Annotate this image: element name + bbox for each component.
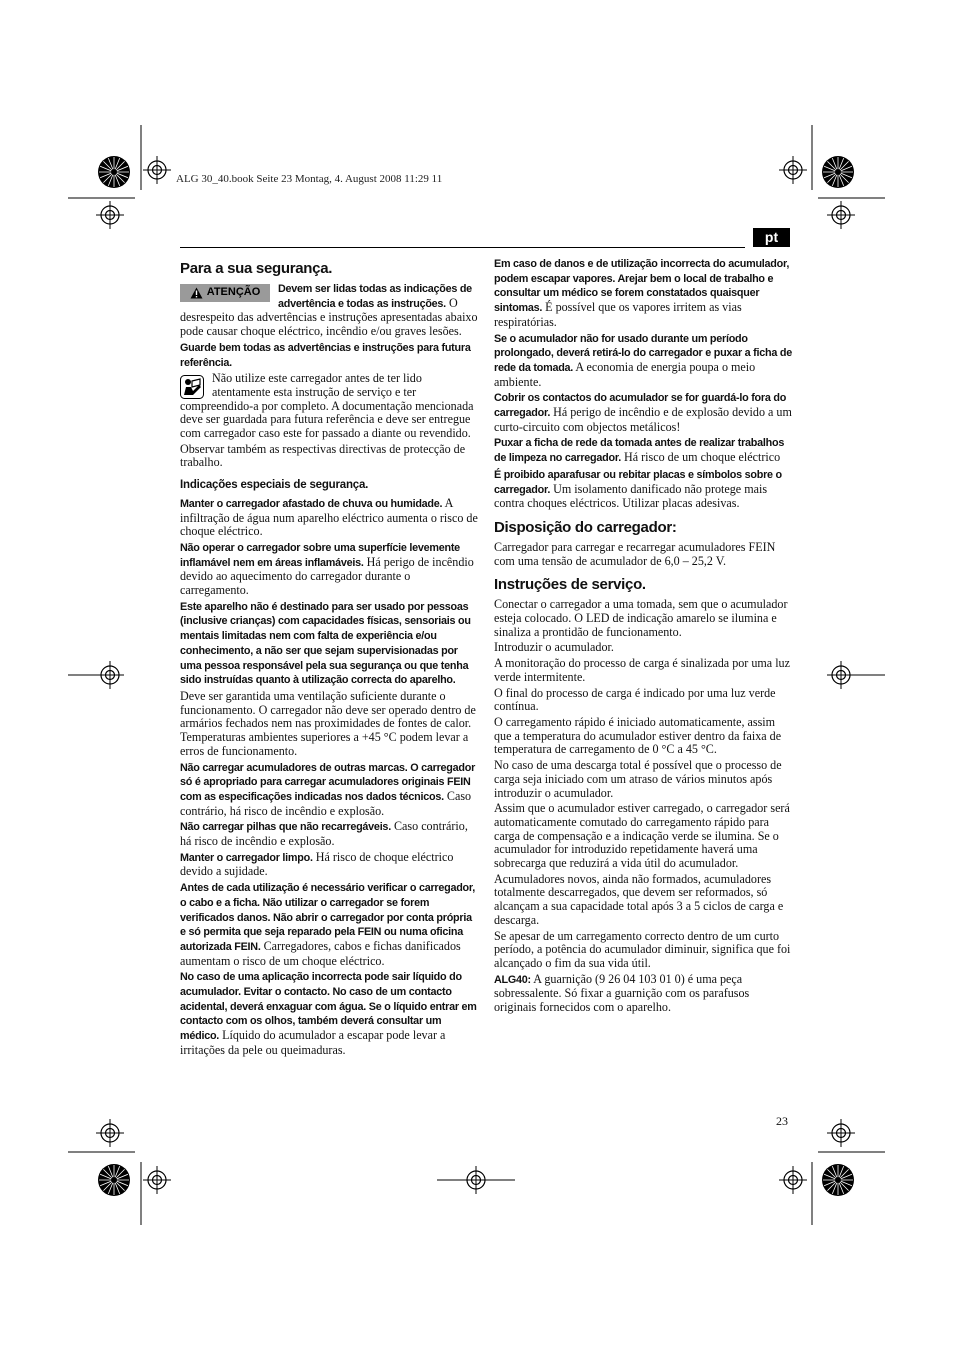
right-column <box>494 257 792 1017</box>
safety-para: É proibido aparafusar ou rebitar placas e símbolos sobre o carregador. Um isolamento danificado não protege mais contra choques eléctricos. Utilizar placas adesivas. <box>494 468 782 511</box>
instruction-para: Acumuladores novos, ainda não formados, acumuladores totalmente descarregados, que devem ser reformados, só alcançam a sua capacidade total após 3 a 5 ciclos de carga e descarga. <box>494 871 784 927</box>
disposition-text: Carregador para carregar e recarregar acumuladores FEIN com uma tensão de acumulador de 6,0 – 25,2 V. <box>494 539 776 568</box>
read-manual-icon <box>180 375 204 399</box>
safety-para: Puxar a ficha de rede da tomada antes de realizar trabalhos de limpeza no carregador. Há risco de um choque eléctrico <box>494 437 785 465</box>
warning-badge-label: ATENÇÃO <box>206 286 261 299</box>
safety-para: Este aparelho não é destinado para ser usado por pessoas (inclusive crianças) com capacidades físicas, sensoriais ou mentais limitadas nem com falta de experiência e/ou conhecimento, a não ser que sejam supervisionadas por uma pessoa responsável pela sua segurança ou que tenha sido instruídas quanto à utilização correcta do aparelho. <box>180 600 471 687</box>
safety-para: Não carregar acumuladores de outras marcas. O carregador só é apropriado para carregar acumuladores originais FEIN com as especificações indicadas nos dados técnicos. Caso contrário, há risco de incêndio e explosão. <box>180 761 476 818</box>
safety-para: Manter o carregador afastado de chuva ou humidade. A infiltração de água num aparelho eléctrico aumenta o risco de choque eléctrico. <box>180 495 478 539</box>
safety-para: Cobrir os contactos do acumulador se for guardá-lo fora do carregador. Há perigo de incêndio e de explosão devido a um curto-circuito com objectos metálicos! <box>494 392 792 434</box>
instruction-para: No caso de uma descarga total é possível que o processo de carga seja iniciado com um atraso de vários minutos após introduzir o acumulador. <box>494 758 782 800</box>
safety-para: Manter o carregador limpo. Há risco de choque eléctrico devido a sujidade. <box>180 849 454 879</box>
keep-instructions: Guarde bem todas as advertências e instruções para futura referência. <box>180 341 471 369</box>
safety-para: No caso de uma aplicação incorrecta pode sair líquido do acumulador. Evitar o contacto. No caso de um contacto acidental, deverá enxaguar com água. Se o líquido entrar em contacto com os olhos, também deverá consultar um médico. Líquido do acumulador a escapar pode levar a irritações da pele ou queimaduras. <box>180 971 477 1057</box>
instruction-para: O final do processo de carga é indicado por uma luz verde contínua. <box>494 685 776 714</box>
section-title-disposition: Disposição do carregador: <box>494 518 677 536</box>
alg40-note: ALG40: A guarnição (9 26 04 103 01 0) é uma peça sobressalente. Só fixar a guarnição com os parafusos originais fornecidos com o aparelho. <box>494 971 750 1015</box>
safety-para: Em caso de danos e de utilização incorrecta do acumulador, podem escapar vapores. Arejar bem o local de trabalho e consultar um médico se forem constatados quaisquer sintomas. É possível que os vapores irritem as vias respiratórias. <box>494 258 790 329</box>
safety-para: Não carregar pilhas que não recarregáveis. Caso contrário, há risco de incêndio e explosão. <box>180 819 468 849</box>
section-title-safety: Para a sua segurança. <box>180 260 333 277</box>
instruction-para: Se apesar de um carregamento correcto dentro de um curto período, a potência do acumulador diminuir, significa que foi alcançado o fim da sua vida útil. <box>494 928 791 970</box>
book-note-text: Não utilize este carregador antes de ter lido atentamente esta instrução de serviço e ter compreendido-a por completo. A documentação mencionada deve ser guardada para futura referência e deve ser entregue com carregador caso este for passado a diante ou revendido. <box>180 371 474 441</box>
safety-para: Não operar o carregador sobre uma superfície levemente inflamável nem em áreas inflamáveis. Há perigo de incêndio devido ao aquecimento do carregador durante o carregamento. <box>180 541 474 598</box>
warning-text: Devem ser lidas todas as indicações de advertência e todas as instruções. O desrespeito das advertências e instruções apresentadas abaixo pode causar choque eléctrico, incêndio e/ou graves lesões. <box>180 283 478 339</box>
section-title-instructions: Instruções de serviço. <box>494 576 646 594</box>
language-badge: pt <box>753 228 790 247</box>
instruction-para: Introduzir o acumulador. <box>494 640 614 655</box>
warning-triangle-icon <box>190 287 203 299</box>
left-column <box>180 257 478 1060</box>
safety-para: Se o acumulador não for usado durante um período prolongado, deverá retirá-lo do carregador e puxar a ficha de rede da tomada. A economia de energia poupa o meio ambiente. <box>494 332 792 389</box>
warning-block <box>180 282 478 339</box>
instruction-para: A monitoração do processo de carga é sinalizada por uma luz verde intermitente. <box>494 656 790 684</box>
warning-badge <box>180 284 270 302</box>
instruction-para: O carregamento rápido é iniciado automaticamente, assim que a temperatura do acumulador estiver dentro da faixa de temperatura de carregamento de 0 °C a 45 °C. <box>494 714 782 757</box>
special-safety-heading: Indicações especiais de segurança. <box>180 479 369 492</box>
instruction-para: Conectar o carregador a uma tomada, sem que o acumulador esteja colocado. O LED de indicação amarelo se ilumina e sinaliza a prontidão de funcionamento. <box>494 597 788 639</box>
book-note <box>180 372 478 441</box>
file-header-line: ALG 30_40.book Seite 23 Montag, 4. August 2008 11:29 11 <box>176 173 443 185</box>
observe-text: Observar também as respectivas directivas de protecção de trabalho. <box>180 441 466 470</box>
instruction-para: Assim que o acumulador estiver carregado, o carregador será automaticamente comutado do carregamento rápido para carga de compensação e a indicação verde se ilumina. Se o acumulador for introduzido repetidamente haverá uma sobrecarga que reduzirá a vida útil do acumulador. <box>494 801 790 871</box>
safety-para: Deve ser garantida uma ventilação suficiente durante o funcionamento. O carregador não deve ser operado dentro de armários fechados nem nas proximidades de fontes de calor. Temperaturas ambientes superiores a +45 °C podem levar a erros de funcionamento. <box>180 688 476 758</box>
top-rule <box>180 247 745 248</box>
safety-para: Antes de cada utilização é necessário verificar o carregador, o cabo e a ficha. Não utilizar o carregador se forem verificados danos. Não abrir o carregador por conta própria e só permita que seja reparado pela FEIN ou numa oficina autorizada FEIN. Carregadores, cabos e fichas danificados aumentam o risco de um choque eléctrico. <box>180 882 476 968</box>
page-number: 23 <box>776 1114 788 1128</box>
